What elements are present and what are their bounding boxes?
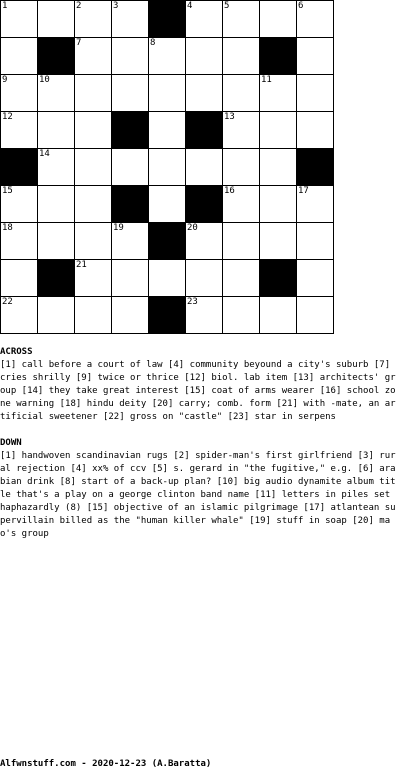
clue-number: 18 — [2, 223, 13, 233]
grid-cell[interactable] — [37, 222, 75, 260]
grid-cell[interactable] — [0, 111, 38, 149]
black-cell — [148, 296, 186, 334]
grid-cell[interactable] — [222, 0, 260, 38]
clue-number: 3 — [113, 1, 119, 11]
black-cell — [185, 185, 223, 223]
clue-number: 1 — [2, 1, 8, 11]
grid-cell[interactable] — [74, 222, 112, 260]
black-cell — [111, 185, 149, 223]
grid-cell[interactable] — [296, 0, 334, 38]
grid-cell[interactable] — [111, 148, 149, 186]
grid-cell[interactable] — [222, 37, 260, 75]
grid-cell[interactable] — [185, 259, 223, 297]
black-cell — [37, 37, 75, 75]
grid-cell[interactable] — [74, 185, 112, 223]
grid-cell[interactable] — [259, 111, 297, 149]
grid-cell[interactable] — [74, 148, 112, 186]
grid-cell[interactable] — [0, 0, 38, 38]
grid-cell[interactable] — [148, 185, 186, 223]
grid-cell[interactable] — [111, 74, 149, 112]
clue-number: 13 — [224, 112, 235, 122]
clue-number: 9 — [2, 75, 8, 85]
grid-cell[interactable] — [74, 111, 112, 149]
clue-number: 14 — [39, 149, 50, 159]
black-cell — [259, 37, 297, 75]
clue-number: 8 — [150, 38, 156, 48]
grid-cell[interactable] — [259, 0, 297, 38]
clue-spacer — [0, 424, 396, 437]
grid-cell[interactable] — [222, 185, 260, 223]
grid-cell[interactable] — [222, 259, 260, 297]
clue-number: 17 — [298, 186, 309, 196]
clue-number: 21 — [76, 260, 87, 270]
grid-cell[interactable] — [259, 222, 297, 260]
grid-cell[interactable] — [0, 259, 38, 297]
grid-cell[interactable] — [222, 111, 260, 149]
grid-cell[interactable] — [185, 148, 223, 186]
grid-cell[interactable] — [222, 74, 260, 112]
black-cell — [148, 0, 186, 38]
grid-cell[interactable] — [296, 296, 334, 334]
grid-cell[interactable] — [0, 222, 38, 260]
clue-number: 15 — [2, 186, 13, 196]
clues-section — [0, 346, 396, 541]
clue-number: 20 — [187, 223, 198, 233]
grid-cell[interactable] — [222, 296, 260, 334]
clue-number: 23 — [187, 297, 198, 307]
black-cell — [111, 111, 149, 149]
grid-cell[interactable] — [222, 222, 260, 260]
grid-cell[interactable] — [37, 296, 75, 334]
grid-cell[interactable] — [111, 0, 149, 38]
grid-cell[interactable] — [296, 185, 334, 223]
clue-number: 2 — [76, 1, 82, 11]
grid-cell[interactable] — [0, 185, 38, 223]
grid-cell[interactable] — [74, 259, 112, 297]
grid-cell[interactable] — [37, 0, 75, 38]
clue-number: 19 — [113, 223, 124, 233]
clue-number: 22 — [2, 297, 13, 307]
footer-credit: Alfwnstuff.com - 2020-12-23 (A.Baratta) — [0, 759, 212, 769]
black-cell — [185, 111, 223, 149]
grid-cell[interactable] — [0, 37, 38, 75]
grid-cell[interactable] — [74, 0, 112, 38]
grid-cell[interactable] — [185, 296, 223, 334]
clue-number: 12 — [2, 112, 13, 122]
grid-cell[interactable] — [111, 259, 149, 297]
grid-cell[interactable] — [259, 74, 297, 112]
grid-cell[interactable] — [111, 296, 149, 334]
clue-number: 11 — [261, 75, 272, 85]
grid-cell[interactable] — [185, 0, 223, 38]
grid-cell[interactable] — [111, 222, 149, 260]
grid-cell[interactable] — [0, 296, 38, 334]
black-cell — [0, 148, 38, 186]
grid-cell[interactable] — [296, 259, 334, 297]
grid-cell[interactable] — [37, 74, 75, 112]
grid-cell[interactable] — [37, 148, 75, 186]
black-cell — [296, 148, 334, 186]
clue-number: 10 — [39, 75, 50, 85]
grid-cell[interactable] — [74, 296, 112, 334]
clue-number: 4 — [187, 1, 193, 11]
grid-cell[interactable] — [148, 148, 186, 186]
grid-cell[interactable] — [74, 74, 112, 112]
grid-cell[interactable] — [259, 296, 297, 334]
grid-cell[interactable] — [37, 185, 75, 223]
grid-cell[interactable] — [148, 111, 186, 149]
grid-cell[interactable] — [111, 37, 149, 75]
grid-cell[interactable] — [148, 259, 186, 297]
clue-number: 5 — [224, 1, 230, 11]
grid-cell[interactable] — [0, 74, 38, 112]
clue-number: 6 — [298, 1, 304, 11]
grid-cell[interactable] — [296, 222, 334, 260]
grid-cell[interactable] — [296, 37, 334, 75]
across-clues: [1] call before a court of law [4] community beyound a city's suburb [7] cries shrilly [9] twice or thrice [12] biol. lab item [13] architects' group [14] they take great interest [15] coat of arms wearer [16] school zone warning [18] hindu deity [20] carry; comb. form [21] with -mate, an artificial sweetener [22] gross on "castle" [23] star in serpens — [0, 360, 396, 422]
grid-cell[interactable] — [222, 148, 260, 186]
grid-cell[interactable] — [185, 222, 223, 260]
down-heading: DOWN — [0, 438, 22, 448]
grid-cell[interactable] — [148, 37, 186, 75]
grid-cell[interactable] — [296, 74, 334, 112]
black-cell — [259, 259, 297, 297]
grid-cell[interactable] — [296, 111, 334, 149]
grid-cell[interactable] — [74, 37, 112, 75]
clue-number: 16 — [224, 186, 235, 196]
crossword-grid — [0, 0, 334, 334]
grid-cell[interactable] — [148, 74, 186, 112]
across-heading: ACROSS — [0, 347, 33, 357]
black-cell — [148, 222, 186, 260]
black-cell — [37, 259, 75, 297]
grid-cell[interactable] — [185, 37, 223, 75]
grid-cell[interactable] — [37, 111, 75, 149]
grid-cell[interactable] — [259, 148, 297, 186]
down-clues: [1] handwoven scandinavian rugs [2] spider-man's first girlfriend [3] rural rejection [4] xx% of ccv [5] s. gerard in "the fugitive," e.g. [6] arabian drink [8] start of a back-up plan? [10] big audio dynamite album title that's a play on a george clinton band name [11] letters in piles set haphazardly (8) [15] objective of an islamic pilgrimage [17] atlantean supervillain billed as the "human killer whale" [19] stuff in soap [20] mao's group — [0, 451, 396, 539]
grid-cell[interactable] — [185, 74, 223, 112]
clue-number: 7 — [76, 38, 82, 48]
grid-cell[interactable] — [259, 185, 297, 223]
